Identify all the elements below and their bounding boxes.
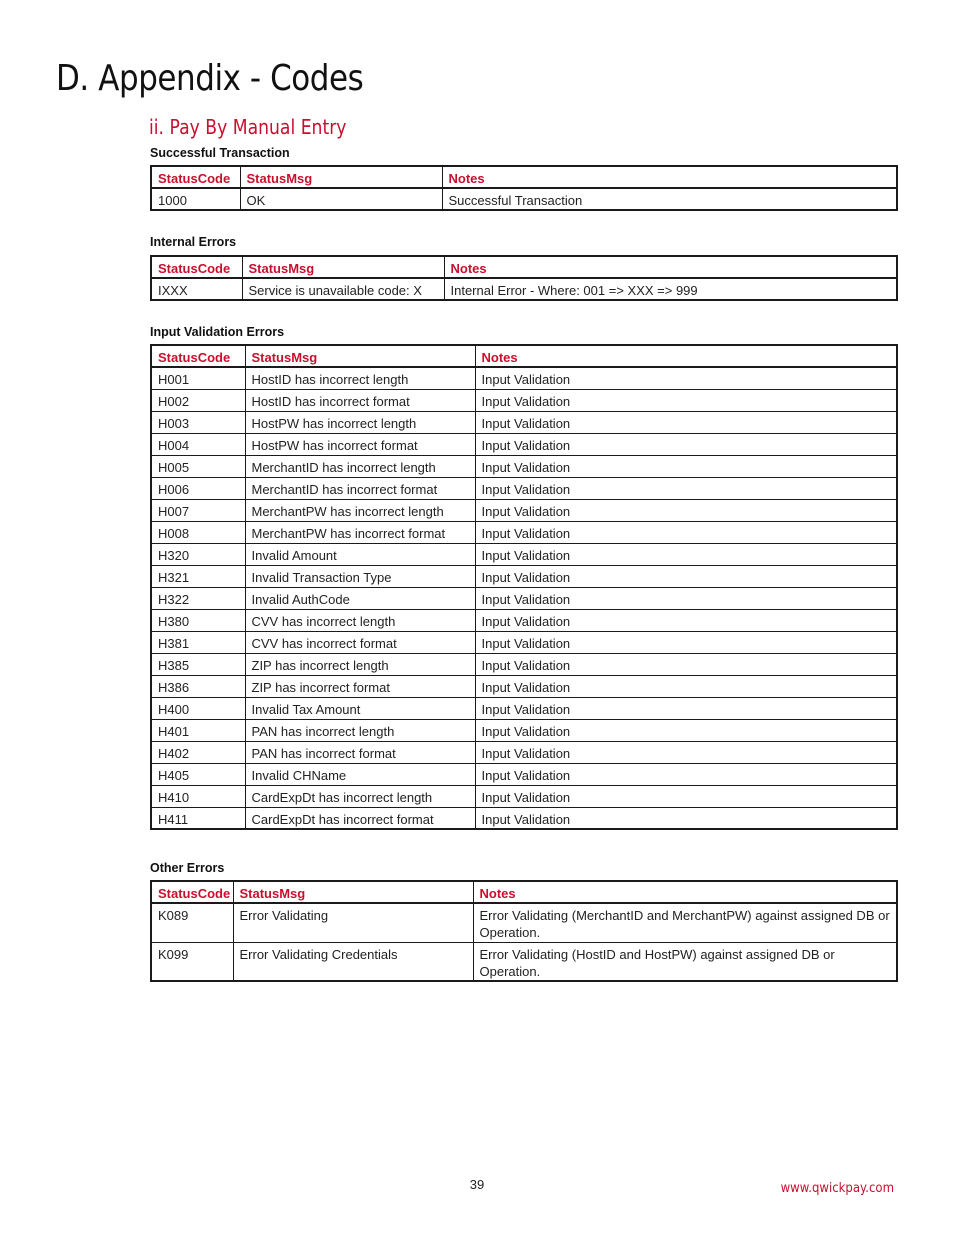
table-row xyxy=(151,455,897,477)
cell-notes: Input Validation xyxy=(475,763,897,785)
cell-statusmsg: HostID has incorrect length xyxy=(245,367,475,389)
cell-statusmsg: MerchantID has incorrect format xyxy=(245,477,475,499)
table-row xyxy=(151,741,897,763)
cell-statusmsg: OK xyxy=(240,188,442,210)
table-row xyxy=(151,807,897,829)
cell-notes: Input Validation xyxy=(475,587,897,609)
cell-statuscode: H005 xyxy=(151,455,245,477)
table-row xyxy=(151,587,897,609)
cell-statuscode: H321 xyxy=(151,565,245,587)
cell-notes: Input Validation xyxy=(475,741,897,763)
cell-statuscode: H381 xyxy=(151,631,245,653)
cell-notes: Input Validation xyxy=(475,719,897,741)
cell-statusmsg: HostID has incorrect format xyxy=(245,389,475,411)
cell-notes: Error Validating (HostID and HostPW) against assigned DB or Operation. xyxy=(473,942,897,981)
column-header-statusmsg: StatusMsg xyxy=(233,881,473,903)
table-row xyxy=(151,367,897,389)
cell-notes: Input Validation xyxy=(475,455,897,477)
table-row xyxy=(151,433,897,455)
cell-statuscode: K099 xyxy=(151,942,233,981)
table-caption-input-validation: Input Validation Errors xyxy=(150,325,285,339)
column-header-notes: Notes xyxy=(473,881,897,903)
cell-statusmsg: Invalid Tax Amount xyxy=(245,697,475,719)
page-number: 39 xyxy=(469,1177,485,1192)
table-row xyxy=(151,411,897,433)
cell-statusmsg: Error Validating Credentials xyxy=(233,942,473,981)
table-row xyxy=(151,653,897,675)
table-row xyxy=(151,278,897,300)
cell-statuscode: H007 xyxy=(151,499,245,521)
cell-notes: Input Validation xyxy=(475,631,897,653)
cell-statusmsg: MerchantPW has incorrect format xyxy=(245,521,475,543)
table-row xyxy=(151,499,897,521)
cell-notes: Input Validation xyxy=(475,477,897,499)
table-row xyxy=(151,188,897,210)
cell-statusmsg: Invalid CHName xyxy=(245,763,475,785)
cell-statuscode: H320 xyxy=(151,543,245,565)
cell-statuscode: H001 xyxy=(151,367,245,389)
cell-notes: Input Validation xyxy=(475,411,897,433)
cell-statuscode: IXXX xyxy=(151,278,242,300)
cell-statuscode: H410 xyxy=(151,785,245,807)
cell-statusmsg: Invalid AuthCode xyxy=(245,587,475,609)
table-row xyxy=(151,477,897,499)
cell-statusmsg: ZIP has incorrect format xyxy=(245,675,475,697)
cell-notes: Input Validation xyxy=(475,521,897,543)
cell-statusmsg: CVV has incorrect format xyxy=(245,631,475,653)
cell-notes: Input Validation xyxy=(475,389,897,411)
cell-notes: Input Validation xyxy=(475,807,897,829)
column-header-statuscode: StatusCode xyxy=(151,166,240,188)
cell-statuscode: H402 xyxy=(151,741,245,763)
table-header-row xyxy=(151,256,897,278)
cell-statuscode: H003 xyxy=(151,411,245,433)
cell-notes: Input Validation xyxy=(475,697,897,719)
cell-notes: Input Validation xyxy=(475,785,897,807)
cell-statuscode: H004 xyxy=(151,433,245,455)
table-caption-internal: Internal Errors xyxy=(150,235,237,249)
column-header-notes: Notes xyxy=(475,345,897,367)
column-header-statuscode: StatusCode xyxy=(151,881,233,903)
table-header-row xyxy=(151,881,897,903)
cell-statusmsg: Invalid Amount xyxy=(245,543,475,565)
successful-transaction-table xyxy=(150,165,898,211)
cell-statuscode: H006 xyxy=(151,477,245,499)
table-row xyxy=(151,675,897,697)
cell-statusmsg: Service is unavailable code: X xyxy=(242,278,444,300)
cell-statuscode: H411 xyxy=(151,807,245,829)
table-row xyxy=(151,521,897,543)
cell-statusmsg: CardExpDt has incorrect length xyxy=(245,785,475,807)
cell-statusmsg: Error Validating xyxy=(233,903,473,942)
table-header-row xyxy=(151,166,897,188)
cell-statuscode: K089 xyxy=(151,903,233,942)
cell-statusmsg: Invalid Transaction Type xyxy=(245,565,475,587)
table-header-row xyxy=(151,345,897,367)
cell-statusmsg: HostPW has incorrect format xyxy=(245,433,475,455)
cell-statusmsg: MerchantPW has incorrect length xyxy=(245,499,475,521)
cell-statusmsg: ZIP has incorrect length xyxy=(245,653,475,675)
table-row xyxy=(151,719,897,741)
cell-notes: Internal Error - Where: 001 => XXX => 999 xyxy=(444,278,897,300)
cell-statusmsg: CardExpDt has incorrect format xyxy=(245,807,475,829)
cell-statuscode: H008 xyxy=(151,521,245,543)
section-heading: ii. Pay By Manual Entry xyxy=(149,115,347,139)
cell-statuscode: H405 xyxy=(151,763,245,785)
page-title: D. Appendix - Codes xyxy=(56,58,364,99)
table-row xyxy=(151,543,897,565)
cell-statuscode: H380 xyxy=(151,609,245,631)
cell-statuscode: H322 xyxy=(151,587,245,609)
cell-notes: Input Validation xyxy=(475,543,897,565)
table-row xyxy=(151,903,897,942)
cell-notes: Input Validation xyxy=(475,367,897,389)
cell-notes: Input Validation xyxy=(475,499,897,521)
column-header-notes: Notes xyxy=(444,256,897,278)
cell-statuscode: H386 xyxy=(151,675,245,697)
cell-statuscode: 1000 xyxy=(151,188,240,210)
cell-statusmsg: PAN has incorrect format xyxy=(245,741,475,763)
table-row xyxy=(151,697,897,719)
cell-notes: Error Validating (MerchantID and MerchantPW) against assigned DB or Operation. xyxy=(473,903,897,942)
table-row xyxy=(151,785,897,807)
input-validation-table xyxy=(150,344,898,830)
table-row xyxy=(151,565,897,587)
cell-statuscode: H401 xyxy=(151,719,245,741)
cell-statusmsg: PAN has incorrect length xyxy=(245,719,475,741)
column-header-statusmsg: StatusMsg xyxy=(245,345,475,367)
cell-statuscode: H385 xyxy=(151,653,245,675)
column-header-notes: Notes xyxy=(442,166,897,188)
cell-statusmsg: MerchantID has incorrect length xyxy=(245,455,475,477)
cell-notes: Input Validation xyxy=(475,653,897,675)
table-row xyxy=(151,609,897,631)
table-row xyxy=(151,389,897,411)
cell-notes: Input Validation xyxy=(475,433,897,455)
cell-statusmsg: HostPW has incorrect length xyxy=(245,411,475,433)
cell-notes: Input Validation xyxy=(475,565,897,587)
other-errors-table xyxy=(150,880,898,982)
cell-notes: Input Validation xyxy=(475,675,897,697)
internal-errors-table xyxy=(150,255,898,301)
cell-statuscode: H002 xyxy=(151,389,245,411)
cell-statusmsg: CVV has incorrect length xyxy=(245,609,475,631)
table-row xyxy=(151,631,897,653)
table-caption-successful: Successful Transaction xyxy=(150,146,290,160)
table-caption-other: Other Errors xyxy=(150,861,225,875)
cell-notes: Successful Transaction xyxy=(442,188,897,210)
footer-url-link[interactable]: www.qwickpay.com xyxy=(780,1181,894,1196)
cell-notes: Input Validation xyxy=(475,609,897,631)
table-row xyxy=(151,763,897,785)
column-header-statusmsg: StatusMsg xyxy=(242,256,444,278)
column-header-statuscode: StatusCode xyxy=(151,256,242,278)
column-header-statusmsg: StatusMsg xyxy=(240,166,442,188)
column-header-statuscode: StatusCode xyxy=(151,345,245,367)
cell-statuscode: H400 xyxy=(151,697,245,719)
table-row xyxy=(151,942,897,981)
